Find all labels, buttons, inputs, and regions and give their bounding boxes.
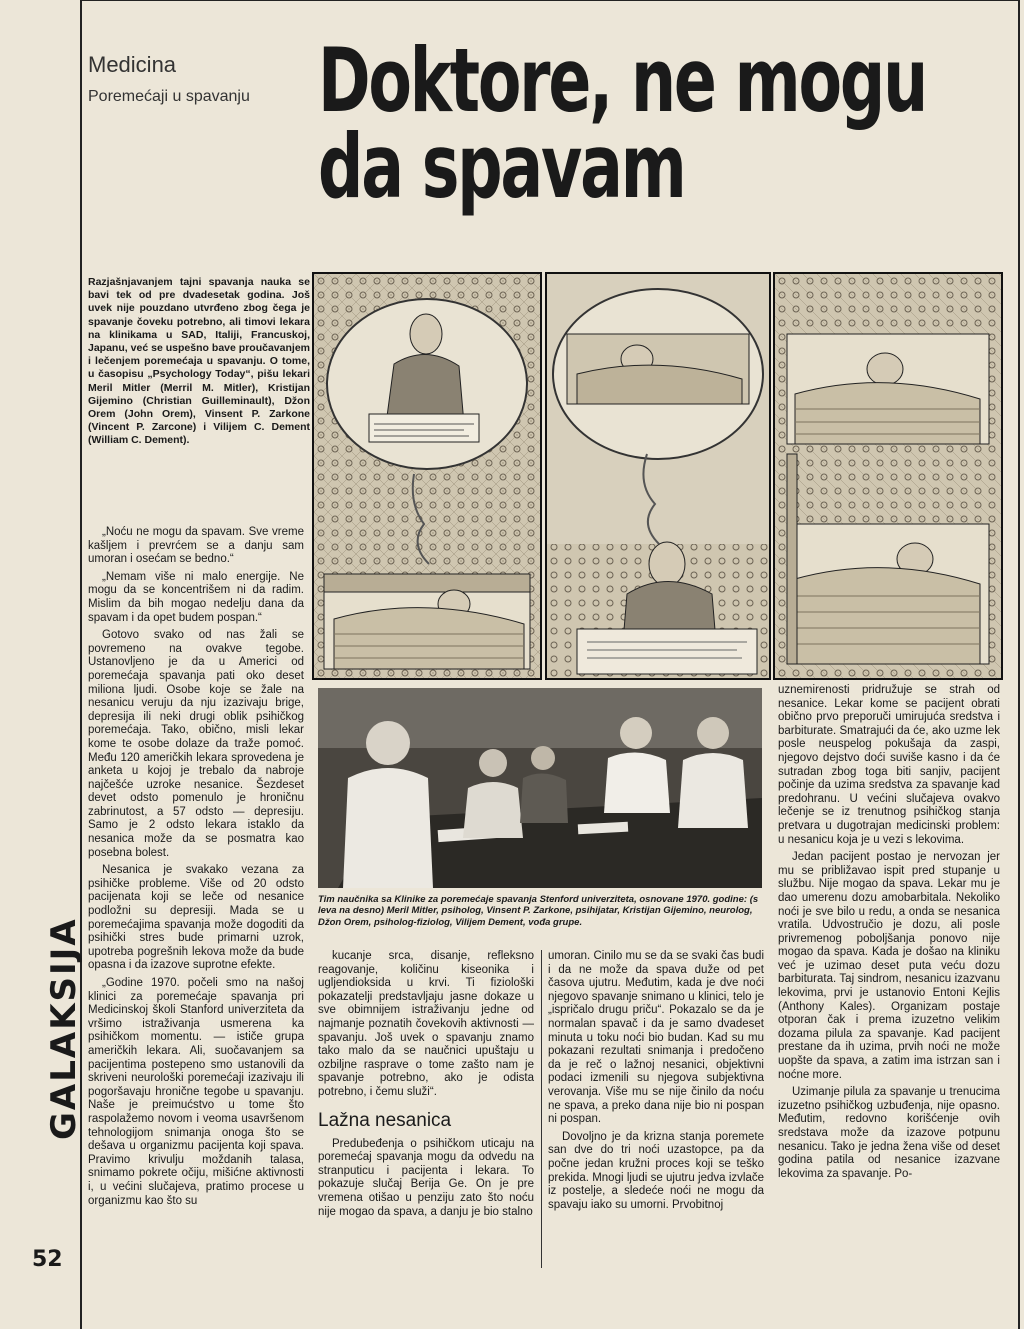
col4-paragraph: Uzimanje pilula za spavanje u trenucima izuzetno psihičkog uzbuđenja, nije opasno. Međutim, redovno korišćenje ovih sredstava može da izazove potpunu nesanicu. Tako je jedna žena više od deset godina patila od nesanice izazvane lekovima za spavanje. Po- — [778, 1086, 1000, 1180]
headline-line1: Doktore, ne mogu — [318, 29, 927, 132]
col3-paragraph: Dovoljno je da krizna stanja poremete san dve do tri noći uzastopce, pa da počne jedan kružni proces koji se teško prekida. Mnogi ljudi se ujutru jedva izvlače iz postelje, a sledeće noći ne mogu da spavaju iako su umorni. Prvobitnoj — [548, 1130, 764, 1211]
illustration-panel-1 — [312, 272, 542, 680]
headline-line2: da spavam — [318, 115, 685, 218]
col1-paragraph: Nesanica je svakako vezana za psihičke probleme. Više od 20 odsto pacijenata koji se leče od nesanice podložni su depresiji. Mada se u poremećajima spavanja može dogoditi da psihički stres bude primarni uzrok, upotreba pogrešnih lekova može da bude opasna i da izazove suprotne efekte. — [88, 864, 304, 972]
illustration-dreaming-worker — [547, 274, 769, 678]
section-label: Medicina — [88, 52, 177, 77]
column-1 — [88, 526, 304, 1271]
right-edge-rule — [1018, 0, 1020, 1329]
subheading-lazna-nesanica: Lažna nesanica — [318, 1109, 452, 1131]
photo-scientists-at-table — [318, 688, 762, 888]
top-margin-rule — [80, 0, 1020, 1]
magazine-name: GALAKSIJA — [44, 917, 84, 1140]
col1-paragraph: Gotovo svako od nas žali se povremeno na ovakve tegobe. Ustanovljeno je da u Americi od poremećaja spavanja pati oko deset miliona ljudi. Osobe koje se žale na nesanicu veruju da nju izazivaju brige, depresija ili neki drugi oblik psihičkog poremećaja. Tako, obično, misli lekar kome te osobe dolaze da traže pomoć. Među 120 američkih lekara sprovedena je anketa u kojoj je trebalo da nabroje najčešće uzroke nesanice. Šezdeset devet odsto pomenulo je hroničnu zabrinutost, a 57 odsto — depresiju. Samo je 2 odsto lekara istaklo da nesanica može da se posmatra kao posebna bolest. — [88, 629, 304, 859]
illustration-restless-sleeper — [775, 274, 1001, 678]
column-4 — [778, 684, 1000, 1270]
col2-paragraph: Predubeđenja o psihičkom uticaju na poremećaj spavanja mogu da odvedu na stranputicu i pacijenta i lekara. To pokazuje slučaj Berija Ge. On je pre vremena otišao u penziju zato što noću nije mogao da spava, a danju je bio stalno — [318, 1137, 534, 1218]
col2-paragraph: kucanje srca, disanje, refleksno reagovanje, količinu kiseonika i uglјendioksida u krvi. Ti fiziološki pokazatelji predstavljaju jasne dokaze u sve obimnijem istraživanju jedne od najmanje poznatih čovekovih aktivnosti — spavanju. Još uvek o spavanju znamo tako malo da se naučnici upuštaju u ozbiljne rasprave o tome zašto nam je spavanje potrebno, ako je odista potrebno, i čemu služi“. — [318, 950, 534, 1098]
col1-paragraph: „Noću ne mogu da spavam. Sve vreme kašljem i prevrćem se a danju sam umoran i osećam se bedno.“ — [88, 526, 304, 566]
col3-paragraph: umoran. Činilo mu se da se svaki čas budi i da ne može da spava duže od pet časova ujutru. Međutim, kada je dve noći njegovo spavanje snimano u klinici, telo je „ispričalo drugu priču“. Pokazalo se da je normalan spavač i da je samo dvadeset minuta u toku noći bio budan. Kad su mu pokazani rezultati snimanja i predočeno da je reč o lažnoj nesanici, objektivni podaci izmenili su njegova subjektivna verovanja. Više mu se nije činilo da noću ne spava, a preko dana nije bio ni pospan ni pospan. — [548, 950, 764, 1126]
subsection-label: Poremećaji u spavanju — [88, 88, 250, 105]
column-divider — [541, 950, 542, 1268]
illustration-insomnia-desk — [314, 274, 540, 678]
col1-paragraph: „Nemam više ni malo energije. Ne mogu da se koncentrišem ni da radim. Mislim da bih mogao nedelju dana da spavam i da opet budem pospan.“ — [88, 570, 304, 624]
lead-paragraph: Razjašnjavanjem tajni spavanja nauka se bavi tek od pre dvadesetak godina. Još uvek nije pouzdano utvrđeno zbog čega je spavanje čoveku potrebno, ali timovi lekara na klinikama u SAD, Italiji, Francuskoj, Japanu, već se uspešno bave proučavanjem i lečenjem poremećaja u spavanju. O tome, u časopisu „Psychology Today“, pišu lekari Meril Mitler (Merril M. Mitler), Kristijan Gijemino (Christian Guilleminault), Džon Orem (John Orem), Vinsent P. Zarkone (Vincent P. Zarcone) i Vilijem C. Dement (William C. Dement). — [88, 276, 310, 447]
col4-paragraph: Jedan pacijent postao je nervozan jer mu se približavao ispit pred stupanje u službu. Nije mogao da spava. Lekar mu je dao umerenu dozu amobarbitala. Nekoliko noći je sve bilo u redu, a onda se nesanica vratila. Udvostručio je dozu, ali posle privremenog poboljšanja ponovo nije mogao da spava. Kada je došao na kliniku već je uzimao deset puta veću dozu barbiturata. Taj sindrom, nesanicu izazvanu lekovima, prvi je ustanovio Entoni Kejlis (Anthony Kales). Organizam postaje otporan čak i prema izuzetno velikim dozama pilula za spavanje. Kad pacijent prestane da ih uzima, prvih noći ne može uopšte da spava, a zatim ima istrzan san i noćne more. — [778, 851, 1000, 1081]
illustration-panel-3 — [773, 272, 1003, 680]
column-3 — [548, 950, 764, 1270]
headline — [318, 29, 927, 218]
col1-paragraph: „Godine 1970. počeli smo na našoj klinici za poremećaje spavanja pri Medicinskoj školi Stanford univerziteta da vršimo istraživanja usmerena ka psihičkom momentu. — ističe grupa američkih lekara. Ali, suočavanjem sa pacijentima postepeno smo ustanovili da skriveni neurološki poremećaji izazivaju ili pogoršavaju hronične tegobe u spavanju. Naše je preimućstvo u tome što raspolažemo novom i veoma usavršenom tehnologijom snimanja onoga što se dešava u organizmu pacijenta koji spava. Pravimo krivulju moždanih talasa, snimamo pokrete očiju, mišićne aktivnosti i, u većini slučajeva, pratimo procese u organizmu kao što su — [88, 977, 304, 1207]
col4-paragraph: uznemirenosti pridružuje se strah od nesanice. Lekar kome se pacijent obrati obično prvo preporuči umirujuća sredstva i barbiturate. Smatrajući da će, ako uzme lek posle neuspelog pokušaja da zaspi, njegovo dejstvo doći suviše kasno i da će sutradan zbog toga biti sanjiv, pacijent počinje da uzima sredstva za spavanje kad predohranu. U većini slučajeva ovakvo lečenje se iz trenutnog psihičkog stanja pretvara u dugotrajan medicinski problem: u nesanicu koja je u vezi s lekovima. — [778, 684, 1000, 846]
page-number: 52 — [32, 1247, 63, 1272]
illustration-panel-2 — [545, 272, 771, 680]
photo-caption: Tim naučnika sa Klinike za poremećaje spavanja Stenford univerziteta, osnovane 1970. godine: (s leva na desno) Meril Mitler, psiholog, Vinsent P. Zarkone, psihijatar, Kristijan Gijemino, neurolog, Džon Orem, psiholog-fiziolog, Vilijem Dement, vođa grupe. — [318, 894, 759, 928]
team-photo — [318, 688, 762, 888]
column-2 — [318, 950, 534, 1270]
